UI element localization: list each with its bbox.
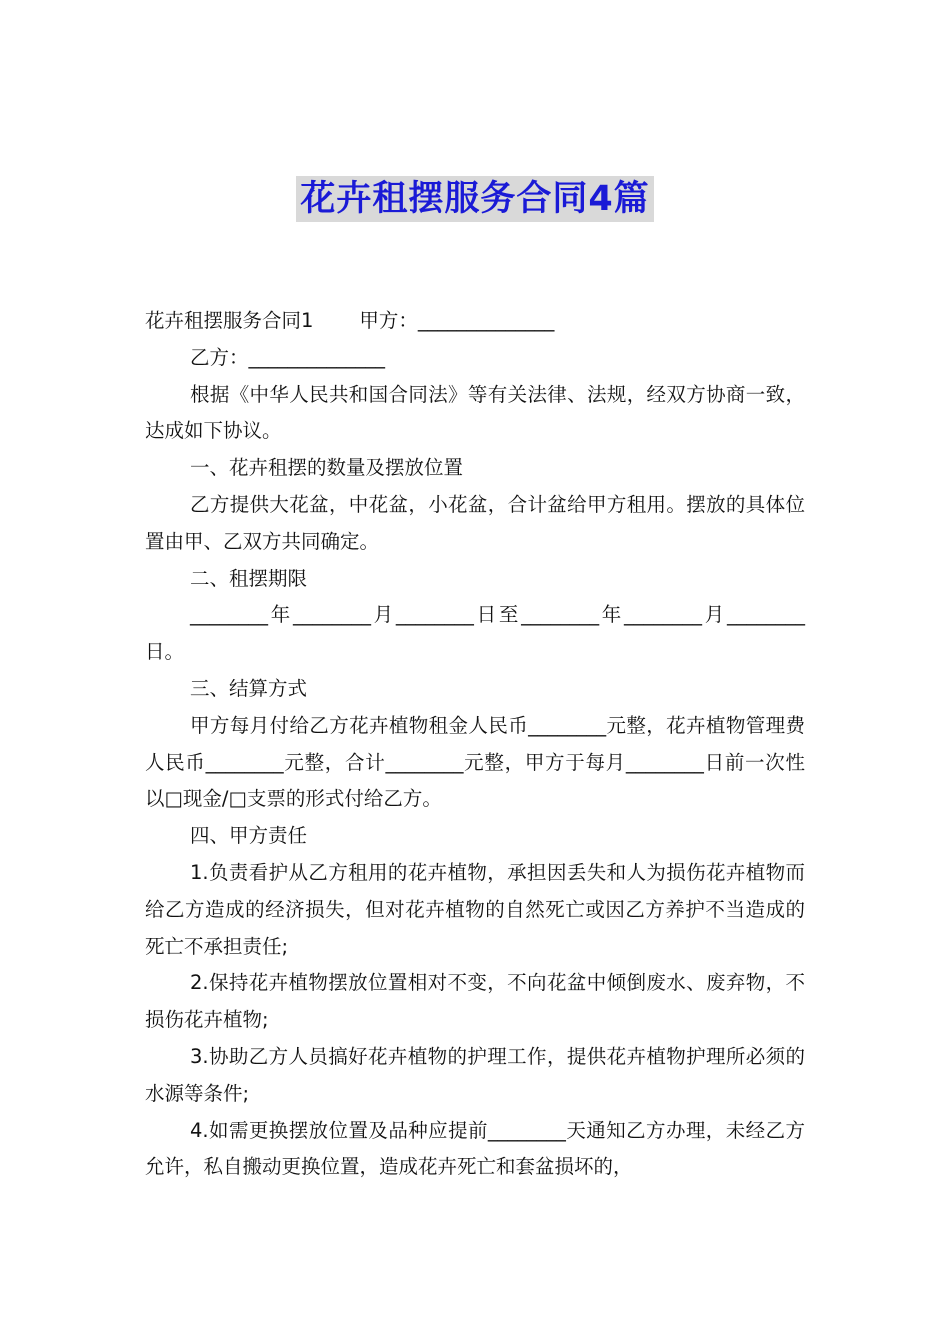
clause-3: 3.协助乙方人员搞好花卉植物的护理工作，提供花卉植物护理所必须的水源等条件; xyxy=(145,1044,805,1105)
contract-header-line xyxy=(145,303,805,340)
section-heading-3: 三、结算方式 xyxy=(190,676,308,700)
document-body xyxy=(145,303,805,1186)
paragraph-payment: 甲方每月付给乙方花卉植物租金人民币________元整，花卉植物管理费人民币________元整，合计________元整，甲方于每月________日前一次性以□现金/□支票的形式付给乙方。 xyxy=(145,713,805,811)
clause-4: 4.如需更换摆放位置及品种应提前________天通知乙方办理，未经乙方允许，私自搬动更换位置，造成花卉死亡和套盆损坏的， xyxy=(145,1118,805,1179)
paragraph-term-dates: ________年________月________日至________年________月________日。 xyxy=(145,603,805,664)
document-title: 花卉租摆服务合同4篇 xyxy=(296,176,653,222)
preamble-paragraph: 根据《中华人民共和国合同法》等有关法律、法规，经双方协商一致，达成如下协议。 xyxy=(145,382,805,443)
paragraph-quantity: 乙方提供大花盆，中花盆，小花盆，合计盆给甲方租用。摆放的具体位置由甲、乙双方共同确定。 xyxy=(145,492,805,553)
party-a-line: 甲方：______________ xyxy=(359,309,555,332)
contract-subtitle: 花卉租摆服务合同1 xyxy=(145,309,314,332)
title-container xyxy=(0,176,950,222)
section-heading-1: 一、花卉租摆的数量及摆放位置 xyxy=(190,456,464,480)
party-b-line: 乙方：______________ xyxy=(190,345,386,369)
section-heading-4: 四、甲方责任 xyxy=(190,824,308,848)
section-heading-2: 二、租摆期限 xyxy=(190,566,308,590)
clause-2: 2.保持花卉植物摆放位置相对不变，不向花盆中倾倒废水、废弃物，不损伤花卉植物; xyxy=(145,971,805,1032)
clause-1: 1.负责看护从乙方租用的花卉植物，承担因丢失和人为损伤花卉植物而给乙方造成的经济损失，但对花卉植物的自然死亡或因乙方养护不当造成的死亡不承担责任; xyxy=(145,860,805,958)
